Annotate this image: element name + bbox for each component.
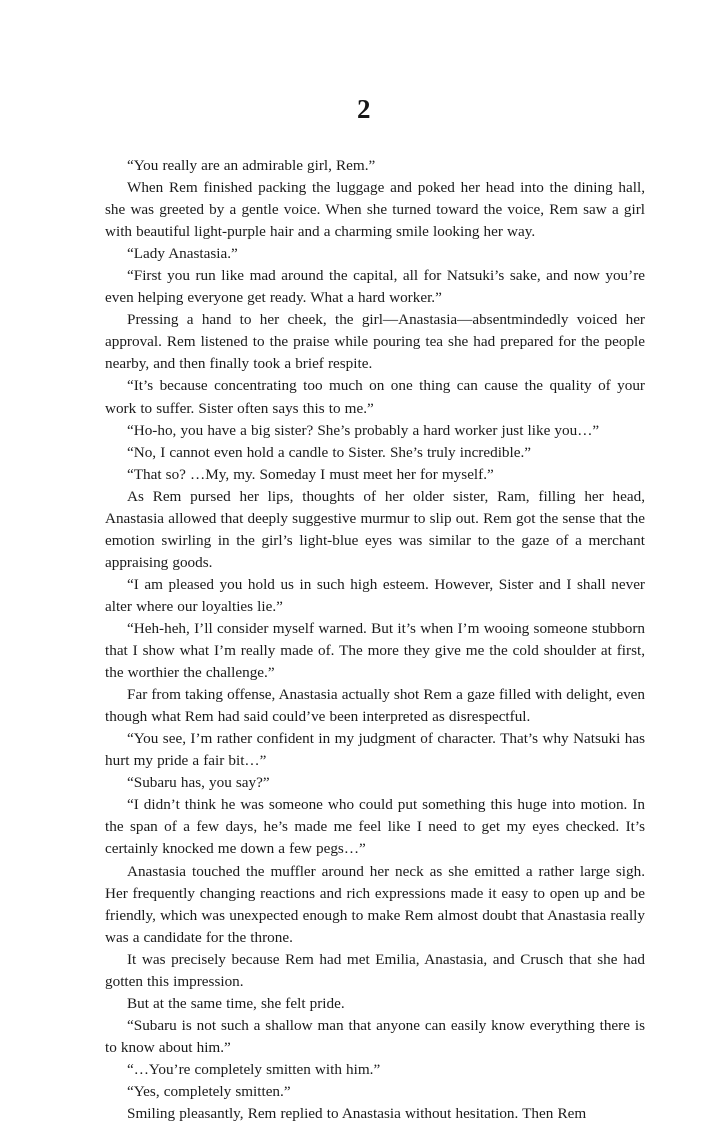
- paragraph: “Heh-heh, I’ll consider myself warned. But it’s when I’m wooing someone stubborn that I show what I’m really made of. The more they give me the cold shoulder at first, the worthier the challenge.”: [105, 619, 645, 682]
- paragraph: But at the same time, she felt pride.: [127, 994, 345, 1012]
- chapter-number-heading: 2: [357, 94, 371, 124]
- paragraph: “You really are an admirable girl, Rem.”: [127, 157, 376, 174]
- paragraph: “Subaru is not such a shallow man that anyone can easily know everything there is to know about him.”: [105, 1016, 645, 1056]
- paragraph: “First you run like mad around the capital, all for Natsuki’s sake, and now you’re even helping everyone get ready. What a hard worker.”: [105, 267, 645, 307]
- paragraph: Far from taking offense, Anastasia actually shot Rem a gaze filled with delight, even though what Rem had said could’ve been interpreted as disrespectful.: [105, 686, 645, 726]
- paragraph: “Lady Anastasia.”: [127, 245, 238, 263]
- paragraph: “You see, I’m rather confident in my judgment of character. That’s why Natsuki has hurt my pride a fair bit…”: [105, 730, 645, 770]
- paragraph: It was precisely because Rem had met Emilia, Anastasia, and Crusch that she had gotten this impression.: [105, 950, 645, 990]
- paragraph: Anastasia touched the muffler around her neck as she emitted a rather large sigh. Her frequently changing reactions and rich expressions made it easy to open up and be friendly, which was unexpected enough to make Rem almost doubt that Anastasia really was a candidate for the throne.: [105, 862, 645, 946]
- paragraph: “…You’re completely smitten with him.”: [127, 1060, 381, 1078]
- paragraph: “Subaru has, you say?”: [127, 774, 270, 792]
- paragraph: “I didn’t think he was someone who could put something this huge into motion. In the span of a few days, he’s made me feel like I need to get my eyes checked. It’s certainly knocked me down a few pegs…”: [105, 796, 645, 858]
- paragraph: “It’s because concentrating too much on one thing can cause the quality of your work to suffer. Sister often says this to me.”: [105, 377, 645, 417]
- paragraph: Pressing a hand to her cheek, the girl—Anastasia—absentmindedly voiced her approval. Rem listened to the praise while pouring tea she had prepared for the people nearby, and then finally took a brief respite.: [105, 311, 645, 373]
- paragraph: “Yes, completely smitten.”: [127, 1082, 291, 1100]
- paragraph: “No, I cannot even hold a candle to Sister. She’s truly incredible.”: [127, 443, 532, 461]
- paragraph: “That so? …My, my. Someday I must meet her for myself.”: [127, 465, 494, 483]
- paragraph: Smiling pleasantly, Rem replied to Anastasia without hesitation. Then Rem: [127, 1105, 587, 1123]
- paragraph: When Rem finished packing the luggage and poked her head into the dining hall, she was greeted by a gentle voice. When she turned toward the voice, Rem saw a girl with beautiful light-purple hair and a charming smile looking her way.: [105, 179, 645, 241]
- paragraph: “Ho-ho, you have a big sister? She’s probably a hard worker just like you…”: [127, 421, 600, 439]
- body-text-block: [105, 155, 645, 1125]
- paragraph: As Rem pursed her lips, thoughts of her older sister, Ram, filling her head, Anastasia allowed that deeply suggestive murmur to slip out. Rem got the sense that the emotion swirling in the girl’s light-blue eyes was similar to the gaze of a merchant appraising goods.: [105, 487, 645, 571]
- paragraph: “I am pleased you hold us in such high esteem. However, Sister and I shall never alter where our loyalties lie.”: [105, 575, 645, 615]
